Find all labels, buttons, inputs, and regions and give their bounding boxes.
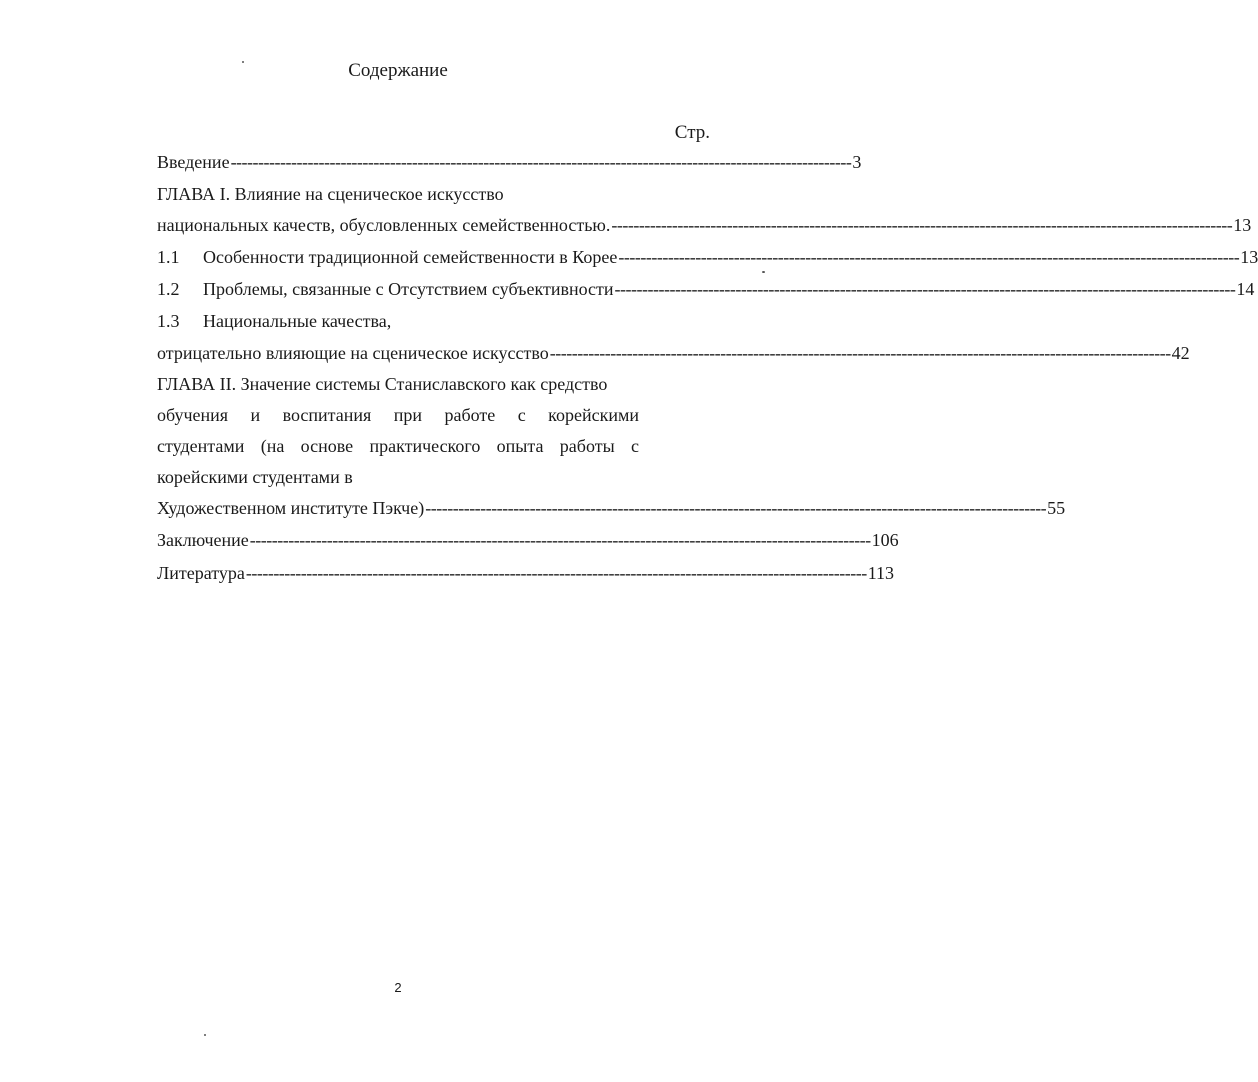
toc-entry-label: Литература xyxy=(157,563,245,583)
toc-entry-page: 14 xyxy=(1236,279,1255,299)
page-column-header: Стр. xyxy=(674,122,710,143)
toc-entry-label: отрицательно влияющие на сценическое искусство xyxy=(157,343,549,363)
toc-entry-chapter2[interactable] xyxy=(157,494,1066,522)
toc-entry-label: Особенности традиционной семейственности в Корее xyxy=(203,247,618,267)
toc-entry-label: Национальные качества, xyxy=(203,311,392,331)
section-number: 1.2 xyxy=(157,279,180,299)
toc-entry-page: 113 xyxy=(867,563,895,583)
page-number: 2 xyxy=(394,980,402,995)
toc-entry-1-1[interactable] xyxy=(157,243,1258,271)
toc-entry-literature[interactable] xyxy=(157,559,895,587)
toc-entry-label: национальных качеств, обусловленных семейственностью. xyxy=(157,215,611,235)
toc-chapter2-line3: студентами (на основе практического опыта работы с xyxy=(157,436,639,456)
scan-speck xyxy=(204,1034,206,1036)
toc-entry-1-3[interactable] xyxy=(157,339,1190,367)
toc-entry-label: Проблемы, связанные с Отсутствием субъективности xyxy=(203,279,614,299)
scan-speck xyxy=(242,61,244,63)
toc-entry-page: 3 xyxy=(852,152,862,172)
toc-entry-label: Введение xyxy=(157,152,230,172)
toc-entry-1-2[interactable] xyxy=(157,275,1255,303)
leader-dots: ----------------------------------------------------------------------------------------------------------------- xyxy=(611,215,1233,235)
toc-chapter2-line1: ГЛАВА II. Значение системы Станиславского как средство xyxy=(157,374,608,394)
toc-entry-chapter1[interactable] xyxy=(157,211,1252,239)
leader-dots: ----------------------------------------------------------------------------------------------------------------- xyxy=(249,530,871,550)
toc-entry-page: 106 xyxy=(871,530,899,550)
page-title: Содержание xyxy=(348,60,448,81)
toc-entry-page: 13 xyxy=(1233,215,1252,235)
toc-entry-label: Художественном институте Пэкче) xyxy=(157,498,425,518)
toc-entry-label: Заключение xyxy=(157,530,249,550)
toc-chapter2-line2: обучения и воспитания при работе с корейскими xyxy=(157,405,639,425)
toc-entry-page: 55 xyxy=(1047,498,1066,518)
scan-speck xyxy=(762,271,765,273)
section-number: 1.3 xyxy=(157,311,180,331)
toc-chapter1-line1: ГЛАВА I. Влияние на сценическое искусство xyxy=(157,184,504,204)
leader-dots: ----------------------------------------------------------------------------------------------------------------- xyxy=(618,247,1240,267)
toc-entry-page: 42 xyxy=(1171,343,1190,363)
leader-dots: ----------------------------------------------------------------------------------------------------------------- xyxy=(549,343,1171,363)
section-number: 1.1 xyxy=(157,247,180,267)
leader-dots: ----------------------------------------------------------------------------------------------------------------- xyxy=(245,563,867,583)
leader-dots: ----------------------------------------------------------------------------------------------------------------- xyxy=(425,498,1047,518)
toc-section-1-3-line1 xyxy=(157,307,712,335)
toc-entry-page: 13 xyxy=(1240,247,1258,267)
leader-dots: ----------------------------------------------------------------------------------------------------------------- xyxy=(614,279,1236,299)
toc-chapter2-line4: корейскими студентами в xyxy=(157,467,353,487)
toc-entry-intro[interactable] xyxy=(157,148,862,176)
leader-dots: ----------------------------------------------------------------------------------------------------------------- xyxy=(230,152,852,172)
toc-entry-conclusion[interactable] xyxy=(157,526,899,554)
